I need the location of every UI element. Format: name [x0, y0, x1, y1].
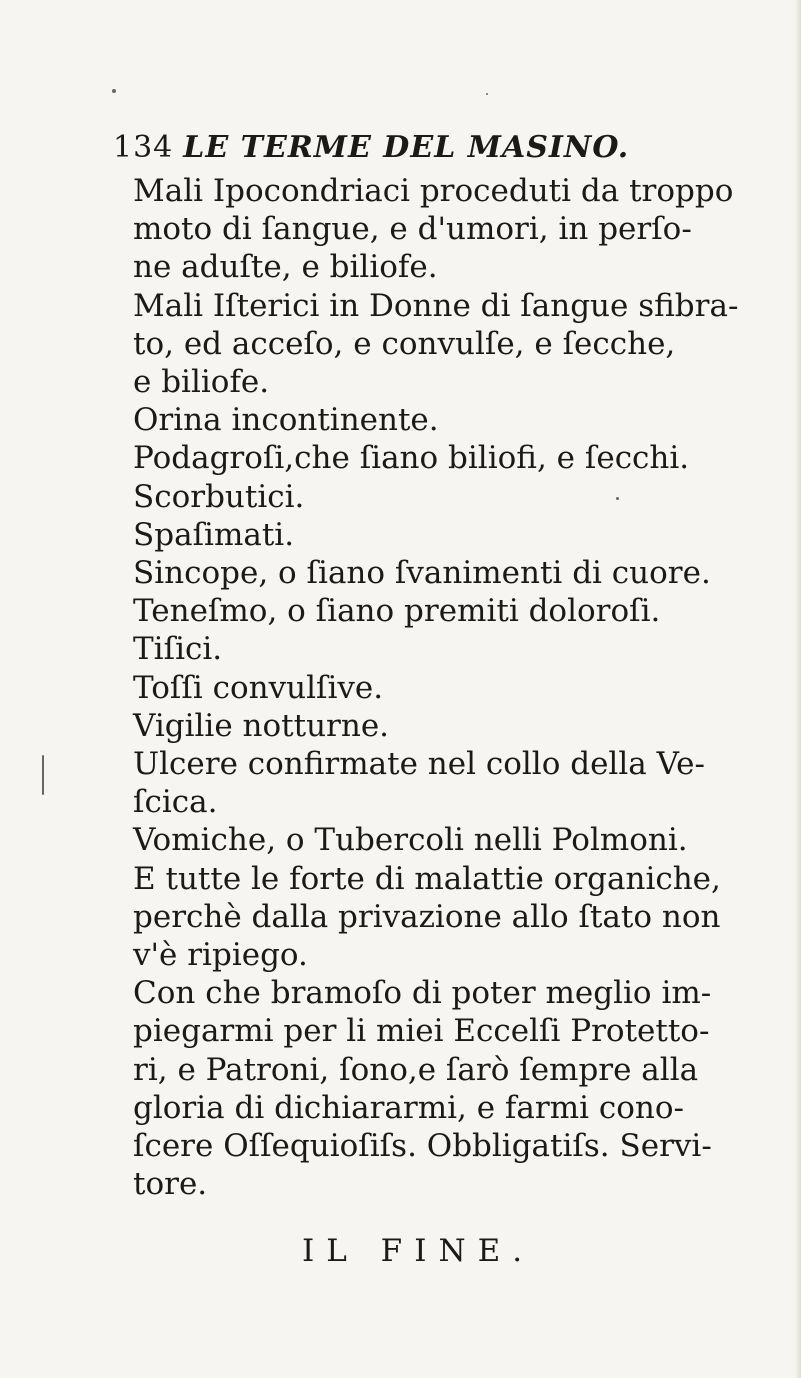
paper-speck: [112, 89, 116, 93]
entry-closing-paragraph: [133, 974, 793, 1203]
text-line: piegarmi per li miei Eccelſi Protetto-: [133, 1013, 710, 1050]
text-line: tore.: [133, 1166, 208, 1203]
entry-sincope: [133, 554, 793, 592]
text-line: E tutte le forte di malattie organiche,: [133, 860, 721, 897]
text-line: Vomiche, o Tubercoli nelli Polmoni.: [133, 822, 688, 859]
text-line: Mali Iſterici in Donne di ſangue sfibra-: [133, 287, 739, 324]
running-title: LE TERME DEL MASINO.: [183, 130, 630, 165]
entry-spasimati: [133, 516, 793, 554]
entry-ipocondriaci: [133, 172, 793, 287]
text-body: [133, 172, 793, 1203]
text-line: Podagroſi,che ſiano biliofi, e ſecchi.: [133, 440, 690, 477]
entry-scorbutici: [133, 478, 793, 516]
text-line: Scorbutici.: [133, 478, 305, 515]
text-line: e biliofe.: [133, 364, 270, 401]
entry-vigilie: [133, 707, 793, 745]
text-line: Ulcere confirmate nel collo della Ve-: [133, 746, 705, 783]
text-line: ſcere Oſſequioſiſs. Obbligatiſs. Servi-: [133, 1128, 712, 1165]
text-line: Sincope, o ſiano ſvanimenti di cuore.: [133, 555, 711, 592]
paper-speck: [42, 755, 44, 795]
entry-orina: [133, 401, 793, 439]
page-edge-shadow: [795, 0, 801, 1378]
paper-speck: [616, 497, 619, 500]
text-line: Orina incontinente.: [133, 402, 439, 439]
text-line: Tiſici.: [133, 631, 223, 668]
text-line: ne aduſte, e biliofe.: [133, 249, 438, 286]
entry-podagrosi: [133, 439, 793, 477]
entry-tossi: [133, 669, 793, 707]
text-line: ſcica.: [133, 784, 218, 821]
text-line: Vigilie notturne.: [133, 707, 390, 744]
text-line: to, ed acceſo, e convulſe, e ſecche,: [133, 325, 676, 362]
entry-isterici: [133, 287, 793, 402]
text-line: ri, e Patroni, ſono,e ſarò ſempre alla: [133, 1051, 699, 1088]
text-line: Toſſi convulſive.: [133, 669, 384, 706]
text-line: perchè dalla privazione allo ſtato non: [133, 898, 721, 935]
running-header: [113, 128, 629, 168]
entry-vomiche: [133, 821, 793, 859]
text-line: gloria di dichiararmi, e farmi cono-: [133, 1089, 684, 1126]
entry-tenesmo: [133, 592, 793, 630]
text-line: Con che bramoſo di poter meglio im-: [133, 975, 712, 1012]
entry-malattie-organiche: [133, 860, 793, 975]
text-line: Mali Ipocondriaci proceduti da troppo: [133, 173, 734, 209]
entry-ulcere: [133, 745, 793, 821]
paper-speck: [486, 93, 488, 95]
text-line: Spaſimati.: [133, 516, 295, 553]
text-line: moto di ſangue, e d'umori, in perſo-: [133, 211, 692, 248]
entry-tisici: [133, 630, 793, 668]
closing-il-fine: IL FINE.: [302, 1233, 535, 1269]
page-number: 134: [113, 130, 174, 165]
text-line: v'è ripiego.: [133, 937, 308, 974]
text-line: Teneſmo, o ſiano premiti doloroſi.: [133, 593, 661, 630]
